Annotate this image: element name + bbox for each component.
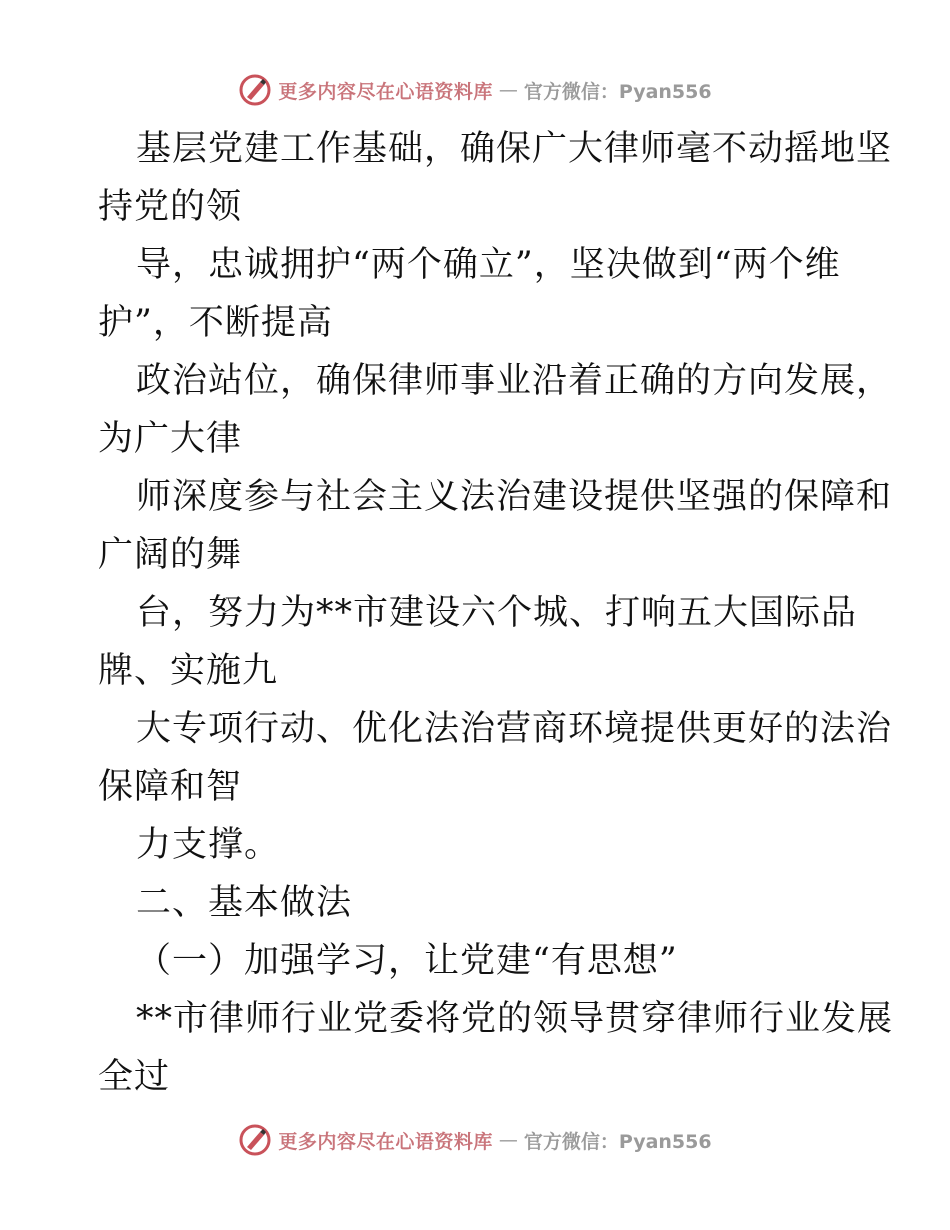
text-line: 持党的领 [98, 187, 243, 227]
brush-logo-icon [238, 1123, 272, 1157]
header-watermark [0, 70, 950, 110]
section-heading: 二、基本做法 [136, 883, 353, 923]
watermark-text: 更多内容尽在心语资料库 [278, 1130, 493, 1153]
watermark-contact: 官方微信：Pyan556 [523, 1130, 712, 1153]
text-line: 保障和智 [98, 767, 243, 807]
brush-logo-icon [238, 73, 272, 107]
text-line: 护”，不断提高 [98, 303, 333, 343]
text-line: 大专项行动、优化法治营商环境提供更好的法治 [136, 709, 893, 749]
subsection-heading: （一）加强学习，让党建“有思想” [136, 941, 678, 981]
text-line: 全过 [98, 1057, 171, 1097]
text-line: 台，努力为**市建设六个城、打响五大国际品 [136, 593, 858, 633]
watermark-dash: — [498, 79, 518, 101]
text-line: 政治站位，确保律师事业沿着正确的方向发展， [136, 361, 893, 401]
text-line: 基层党建工作基础，确保广大律师毫不动摇地坚 [136, 129, 893, 169]
document-body [98, 120, 894, 1106]
text-line: 广阔的舞 [98, 535, 243, 575]
watermark-dash: — [498, 1129, 518, 1151]
footer-watermark [0, 1120, 950, 1160]
text-line: 牌、实施九 [98, 651, 279, 691]
watermark-contact: 官方微信：Pyan556 [523, 80, 712, 103]
text-line: 师深度参与社会主义法治建设提供坚强的保障和 [136, 477, 893, 517]
watermark-text: 更多内容尽在心语资料库 [278, 80, 493, 103]
text-line: 力支撑。 [136, 825, 281, 865]
text-line: 导，忠诚拥护“两个确立”，坚决做到“两个维 [136, 245, 841, 285]
text-line: 为广大律 [98, 419, 243, 459]
text-line: **市律师行业党委将党的领导贯穿律师行业发展 [136, 999, 894, 1039]
